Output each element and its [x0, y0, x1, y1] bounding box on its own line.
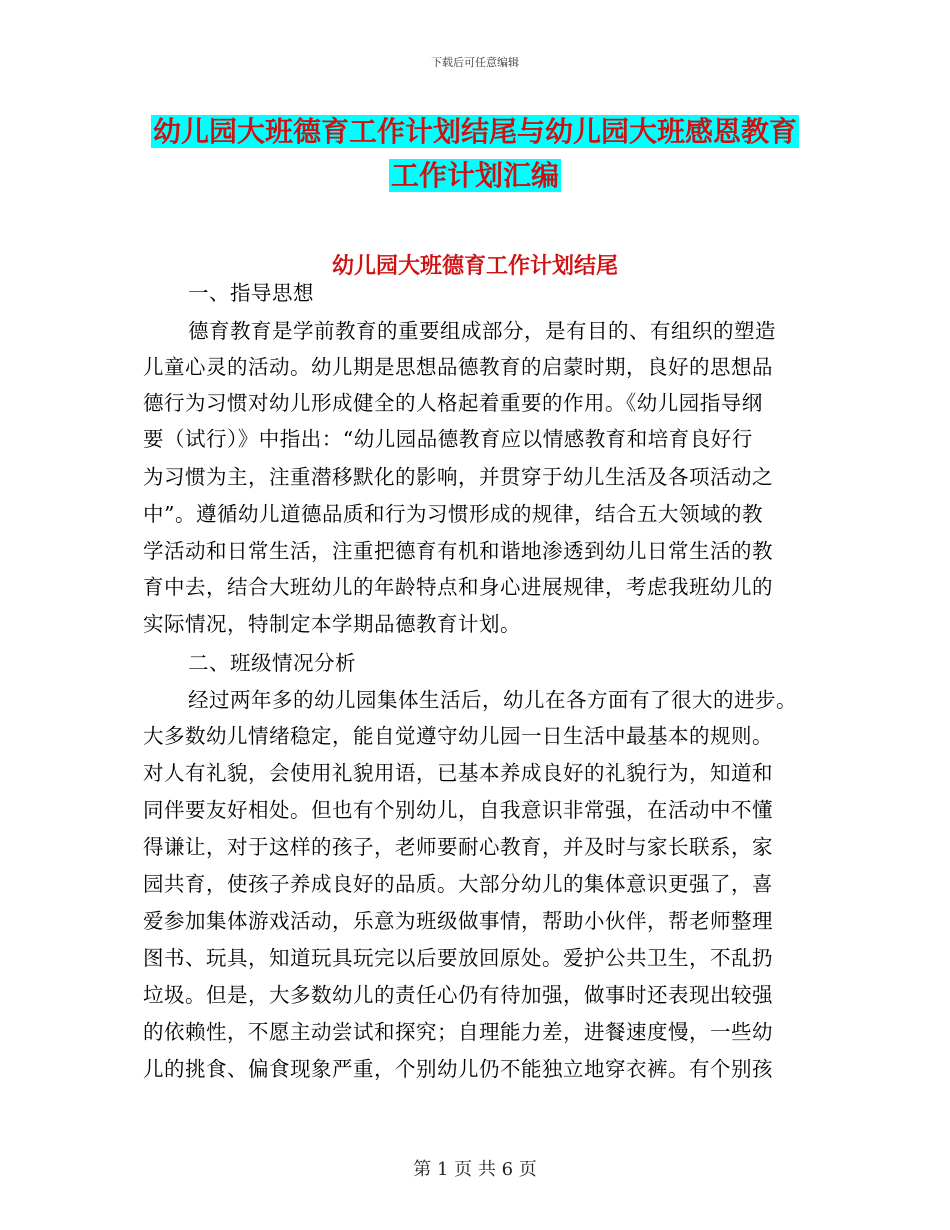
body-line: 图书、玩具，知道玩具玩完以后要放回原处。爱护公共卫生，不乱扔 [143, 946, 773, 970]
header-note: 下载后可任意编辑 [431, 56, 519, 69]
body-line: 对人有礼貌，会使用礼貌用语，已基本养成良好的礼貌行为，知道和 [143, 761, 773, 785]
heading-class-analysis: 二、班级情况分析 [188, 651, 356, 675]
document-title-line-2: 工作计划汇编 [390, 159, 559, 192]
body-line: 儿的挑食、偏食现象严重，个别幼儿仍不能独立地穿衣裤。有个别孩 [143, 1057, 773, 1081]
body-line: 为习惯为主，注重潜移默化的影响，并贯穿于幼儿生活及各项活动之 [143, 465, 773, 489]
body-line: 中”。遵循幼儿道德品质和行为习惯形成的规律，结合五大领域的教 [143, 502, 763, 526]
body-line: 学活动和日常生活，注重把德育有机和谐地渗透到幼儿日常生活的教 [143, 539, 773, 563]
body-line: 德行为习惯对幼儿形成健全的人格起着重要的作用。《幼儿园指导纲 [143, 391, 763, 415]
body-line: 要（试行）》中指出：“幼儿园品德教育应以情感教育和培育良好行 [143, 427, 753, 451]
body-line: 得谦让，对于这样的孩子，老师要耐心教育，并及时与家长联系，家 [143, 835, 773, 859]
section-title: 幼儿园大班德育工作计划结尾 [331, 253, 618, 279]
body-line: 德育教育是学前教育的重要组成部分，是有目的、有组织的塑造 [188, 319, 776, 343]
body-line: 爱参加集体游戏活动，乐意为班级做事情，帮助小伙伴，帮老师整理 [143, 909, 773, 933]
body-line: 经过两年多的幼儿园集体生活后，幼儿在各方面有了很大的进步。 [188, 688, 797, 712]
heading-guiding-ideology: 一、指导思想 [188, 281, 314, 305]
body-line: 实际情况，特制定本学期品德教育计划。 [143, 612, 521, 636]
body-line: 垃圾。但是，大多数幼儿的责任心仍有待加强，做事时还表现出较强 [143, 983, 773, 1007]
body-line: 儿童心灵的活动。幼儿期是思想品德教育的启蒙时期，良好的思想品 [143, 355, 773, 379]
body-line: 大多数幼儿情绪稳定，能自觉遵守幼儿园一日生活中最基本的规则。 [143, 724, 773, 748]
page-footer: 第 1 页 共 6 页 [413, 1159, 537, 1180]
body-line: 园共育，使孩子养成良好的品质。大部分幼儿的集体意识更强了，喜 [143, 872, 773, 896]
body-line: 的依赖性，不愿主动尝试和探究；自理能力差，进餐速度慢，一些幼 [143, 1020, 773, 1044]
document-title-line-1: 幼儿园大班德育工作计划结尾与幼儿园大班感恩教育 [152, 115, 797, 148]
body-line: 育中去，结合大班幼儿的年龄特点和身心进展规律，考虑我班幼儿的 [143, 575, 773, 599]
body-line: 同伴要友好相处。但也有个别幼儿，自我意识非常强，在活动中不懂 [143, 798, 773, 822]
